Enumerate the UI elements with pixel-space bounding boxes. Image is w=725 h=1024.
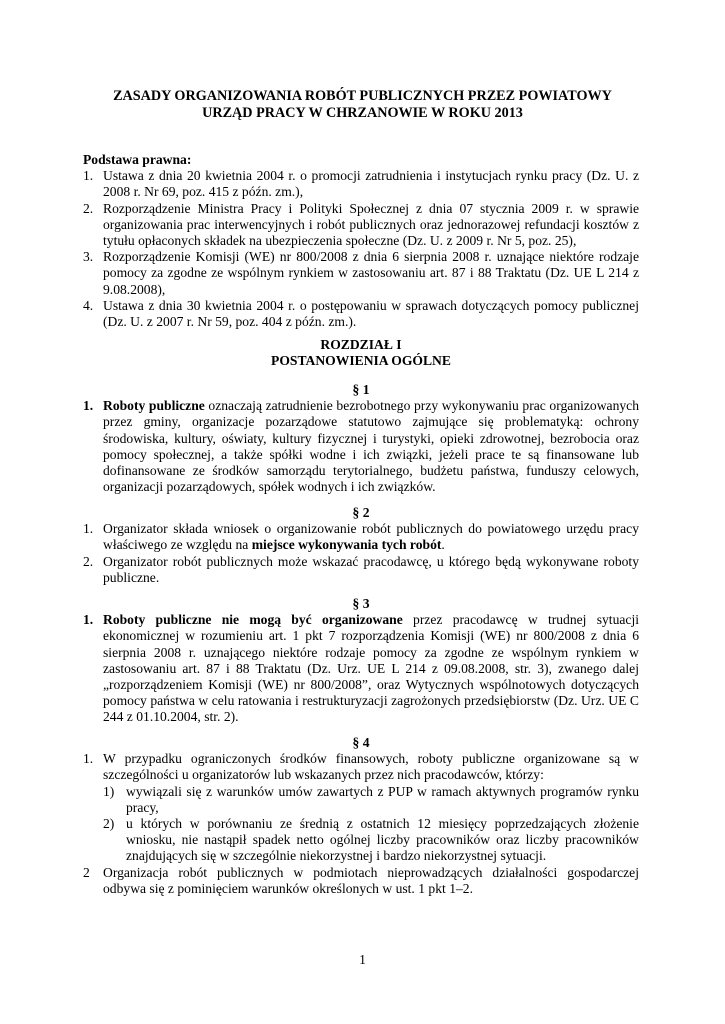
section-4-subitem-1 — [83, 784, 639, 816]
item-number: 1. — [83, 521, 94, 537]
section-heading: § 3 — [352, 596, 370, 611]
chapter-heading — [83, 337, 639, 369]
section-heading: § 4 — [352, 735, 370, 750]
item-text: Rozporządzenie Ministra Pracy i Polityki Społecznej z dnia 07 stycznia 2009 r. w sprawie organizowania prac interwencyjnych i robót publicznych oraz jednorazowej refundacji kosztów z tytułu opłaconych składek na ubezpieczenia społeczne (Dz. U. z 2009 r. Nr 5, poz. 25), — [103, 200, 639, 249]
section-4 — [83, 735, 639, 897]
item-number: 2 — [83, 864, 90, 880]
item-text: przez pracodawcę w trudnej sytuacji ekonomicznej w rozumieniu art. 1 pkt 7 rozporządzenia Komisji (WE) nr 800/2008 z dnia 6 sierpnia 2008 r. uznającego niektóre rodzaje pomocy za zgodne ze wspólnym rynkiem w zastosowaniu art. 87 i 88 Traktatu (Dz. Urz. UE L 214 z 09.08.2008, str. 3), zwanego dalej „rozporządzeniem Komisji (WE) nr 800/2008”, oraz Wytycznych wspólnotowych dotyczących pomocy państwa w celu ratowania i restrukturyzacji zagrożonych przedsiębiorstw (Dz. Urz. UE C 244 z 01.10.2004, str. 2). — [103, 612, 639, 725]
item-text: W przypadku ograniczonych środków finansowych, roboty publiczne organizowane są w szczególności u organizatorów lub wskazanych przez nich pracodawców, którzy: — [103, 751, 639, 783]
item-text: Organizator robót publicznych może wskazać pracodawcę, u którego będą wykonywane roboty publiczne. — [103, 553, 639, 585]
section-heading: § 2 — [352, 505, 370, 520]
legal-basis-item — [83, 249, 639, 298]
chapter-number: ROZDZIAŁ I — [320, 337, 402, 352]
section-2-item-2 — [83, 554, 639, 586]
section-4-subitem-2 — [83, 816, 639, 865]
legal-basis-item — [83, 201, 639, 250]
item-number: 4. — [83, 297, 94, 313]
page-number: 1 — [359, 952, 366, 967]
item-text: Ustawa z dnia 30 kwietnia 2004 r. o postępowaniu w sprawach dotyczących pomocy publicznej (Dz. U. z 2007 r. Nr 59, poz. 404 z późn. zm.). — [103, 297, 639, 330]
item-number: 2. — [83, 200, 94, 216]
item-text: Organizacja robót publicznych w podmiotach nieprowadzących działalności gospodarczej odbywa się z pominięciem warunków określonych w ust. 1 pkt 1–2. — [103, 864, 639, 896]
subitem-number: 2) — [103, 816, 115, 832]
subitem-text: u których w porównaniu ze średnią z ostatnich 12 miesięcy poprzedzających złożenie wniosku, nie nastąpił spadek netto ogólnej liczby pracowników oraz liczby pracowników znajdujących się w szczególnie niekorzystnej i bardzo niekorzystnej sytuacji. — [126, 816, 639, 864]
item-number: 1. — [83, 398, 94, 414]
item-number: 1. — [83, 168, 94, 184]
definition-term: Roboty publiczne — [103, 398, 205, 414]
section-3 — [83, 596, 639, 726]
title-line-2: URZĄD PRACY W CHRZANOWIE W ROKU 2013 — [202, 105, 523, 121]
document-title — [70, 88, 655, 122]
section-2 — [83, 505, 639, 586]
section-2-item-1 — [83, 521, 639, 553]
legal-basis-item — [83, 168, 639, 200]
item-number: 3. — [83, 249, 94, 265]
item-text: Ustawa z dnia 20 kwietnia 2004 r. o promocji zatrudnienia i instytucjach rynku pracy (Dz. U. z 2008 r. Nr 69, poz. 415 z późn. zm.), — [103, 168, 639, 200]
legal-basis-heading: Podstawa prawna: — [83, 152, 192, 167]
section-1-item-1 — [83, 398, 639, 495]
section-3-item-1 — [83, 612, 639, 725]
emphasis-text: miejsce wykonywania tych robót — [251, 537, 442, 553]
section-4-item-2 — [83, 865, 639, 897]
emphasis-text: Roboty publiczne nie mogą być organizowane — [103, 612, 403, 628]
item-number: 2. — [83, 553, 94, 569]
subitem-text: wywiązali się z warunków umów zawartych z PUP w ramach aktywnych programów rynku pracy, — [126, 783, 639, 815]
item-text-end: . — [441, 537, 445, 553]
item-number: 1. — [83, 751, 94, 767]
chapter-title: POSTANOWIENIA OGÓLNE — [271, 353, 451, 369]
subitem-number: 1) — [103, 783, 115, 799]
section-1 — [83, 382, 639, 495]
item-text: oznaczają zatrudnienie bezrobotnego przy wykonywaniu prac organizowanych przez gminy, organizacje pozarządowe statutowo zajmujące się problematyką: ochrony środowiska, kultury, oświaty, kultury fizycznej i turystyki, opieki zdrowotnej, bezrobocia oraz pomocy społecznej, a także spółki wodne i ich związki, jeżeli prace te są finansowane lub dofinansowane ze środków samorządu terytorialnego, budżetu państwa, funduszy celowych, organizacji pozarządowych, spółek wodnych i ich związków. — [103, 398, 639, 495]
legal-basis-item — [83, 298, 639, 330]
item-text: Rozporządzenie Komisji (WE) nr 800/2008 z dnia 6 sierpnia 2008 r. uznające niektóre rodzaje pomocy za zgodne ze wspólnym rynkiem w zastosowaniu art. 87 i 88 Traktatu (Dz. UE L 214 z 9.08.2008), — [103, 249, 639, 297]
legal-basis-list — [83, 168, 639, 330]
legal-basis-section — [83, 152, 639, 330]
item-text: Organizator składa wniosek o organizowanie robót publicznych do powiatowego urzędu pracy właściwego ze względu na — [103, 521, 639, 553]
item-number: 1. — [83, 612, 94, 628]
title-line-1: ZASADY ORGANIZOWANIA ROBÓT PUBLICZNYCH PRZEZ POWIATOWY — [113, 88, 612, 104]
section-4-item-1 — [83, 751, 639, 783]
section-heading: § 1 — [352, 382, 370, 397]
